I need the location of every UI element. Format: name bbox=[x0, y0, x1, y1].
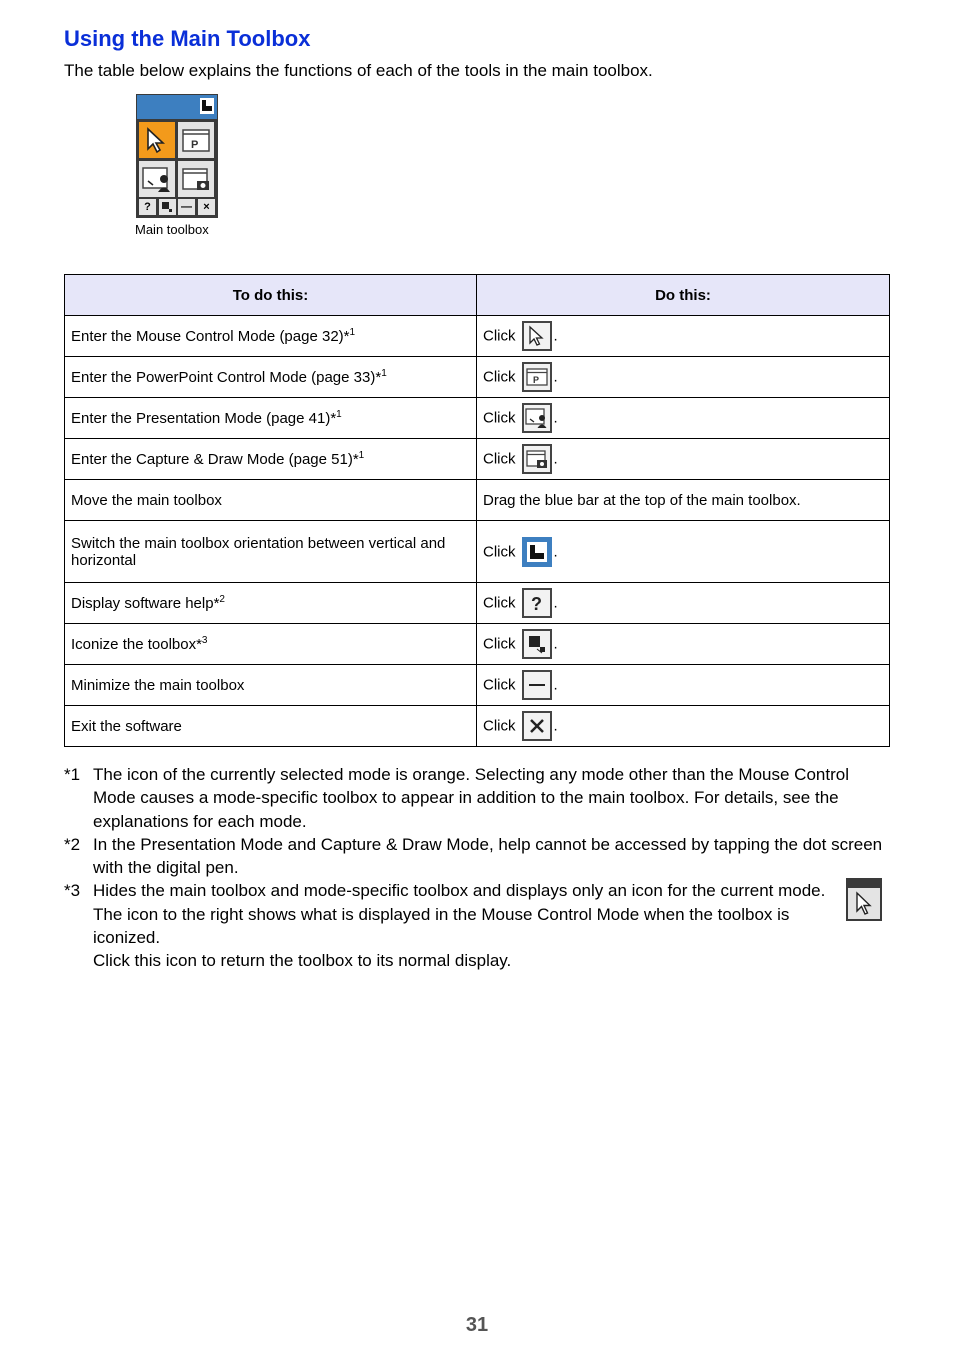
figure-caption: Main toolbox bbox=[135, 222, 209, 237]
exit-icon: × bbox=[198, 199, 215, 215]
row-action: Enter the Capture & Draw Mode (page 51)*$^1$ bbox=[65, 439, 477, 480]
table-row bbox=[65, 480, 890, 521]
row-instruction: Click ? . bbox=[477, 583, 890, 624]
svg-text:?: ? bbox=[530, 594, 542, 614]
footnote-3: *3 Hides the main toolbox and mode-specific toolbox and displays only an icon for the current mode. The icon to the right shows what is displayed in the Mouse Control Mode when the toolbox is iconized. Click this icon to return the toolbox to its normal display. bbox=[64, 881, 826, 971]
row-action: Move the main toolbox bbox=[65, 480, 477, 521]
table-row bbox=[65, 521, 890, 583]
table-row bbox=[65, 398, 890, 439]
table-row bbox=[65, 439, 890, 480]
iconize-icon bbox=[159, 199, 176, 215]
help-icon bbox=[522, 588, 552, 618]
table-row bbox=[65, 624, 890, 665]
table-row bbox=[65, 583, 890, 624]
main-toolbox-figure bbox=[136, 94, 218, 218]
row-action: Enter the Presentation Mode (page 41)*$^1$ bbox=[65, 398, 477, 439]
orientation-icon bbox=[200, 98, 214, 114]
table-row bbox=[65, 706, 890, 747]
capture-draw-icon bbox=[522, 444, 552, 474]
footnote-1: *1 The icon of the currently selected mode is orange. Selecting any mode other than the Mouse Control Mode causes a mode-specific toolbox to appear in addition to the main toolbox. For details, see the explanations for each mode. bbox=[64, 765, 849, 831]
powerpoint-control-icon bbox=[178, 122, 214, 158]
presentation-mode-icon bbox=[139, 161, 175, 197]
toolbox-blue-bar bbox=[137, 95, 217, 119]
iconized-toolbox-icon bbox=[846, 878, 882, 921]
row-instruction: Click . bbox=[477, 706, 890, 747]
iconize-icon bbox=[522, 629, 552, 659]
row-action: Minimize the main toolbox bbox=[65, 665, 477, 706]
footnotes bbox=[64, 763, 894, 973]
column-header-do-this: Do this: bbox=[477, 275, 890, 316]
row-action: Iconize the toolbox*$^3$ bbox=[65, 624, 477, 665]
mouse-control-icon bbox=[139, 122, 175, 158]
toolbox-functions-table bbox=[64, 274, 890, 747]
exit-icon bbox=[522, 711, 552, 741]
row-instruction: Click . bbox=[477, 521, 890, 583]
presentation-mode-icon bbox=[522, 403, 552, 433]
svg-text:P: P bbox=[191, 139, 199, 151]
intro-text: The table below explains the functions of each of the tools in the main toolbox. bbox=[64, 61, 653, 80]
table-header-row bbox=[65, 275, 890, 316]
help-icon: ? bbox=[139, 199, 156, 215]
powerpoint-control-icon bbox=[522, 362, 552, 392]
row-action: Display software help*$^2$ bbox=[65, 583, 477, 624]
row-action: Exit the software bbox=[65, 706, 477, 747]
orientation-icon bbox=[522, 537, 552, 567]
svg-text:P: P bbox=[532, 375, 539, 385]
row-instruction: Click . bbox=[477, 665, 890, 706]
row-instruction: Click P . bbox=[477, 357, 890, 398]
row-action: Enter the PowerPoint Control Mode (page 33)*$^1$ bbox=[65, 357, 477, 398]
minimize-icon bbox=[522, 670, 552, 700]
row-instruction: Click . bbox=[477, 439, 890, 480]
row-action: Enter the Mouse Control Mode (page 32)*$^1$ bbox=[65, 316, 477, 357]
page-title: Using the Main Toolbox bbox=[64, 26, 311, 51]
capture-draw-icon bbox=[178, 161, 214, 197]
row-instruction: Drag the blue bar at the top of the main toolbox. bbox=[477, 480, 890, 521]
row-instruction: Click . bbox=[477, 624, 890, 665]
row-action: Switch the main toolbox orientation between vertical and horizontal bbox=[65, 521, 477, 583]
table-row bbox=[65, 357, 890, 398]
footnote-2: *2 In the Presentation Mode and Capture & Draw Mode, help cannot be accessed by tapping the dot screen with the digital pen. bbox=[64, 834, 883, 878]
page-number: 31 bbox=[465, 1314, 489, 1336]
table-row bbox=[65, 665, 890, 706]
mouse-control-icon bbox=[522, 321, 552, 351]
row-instruction: Click . bbox=[477, 398, 890, 439]
column-header-to-do: To do this: bbox=[65, 275, 477, 316]
row-instruction: Click . bbox=[477, 316, 890, 357]
table-row bbox=[65, 316, 890, 357]
minimize-icon: — bbox=[178, 199, 195, 215]
